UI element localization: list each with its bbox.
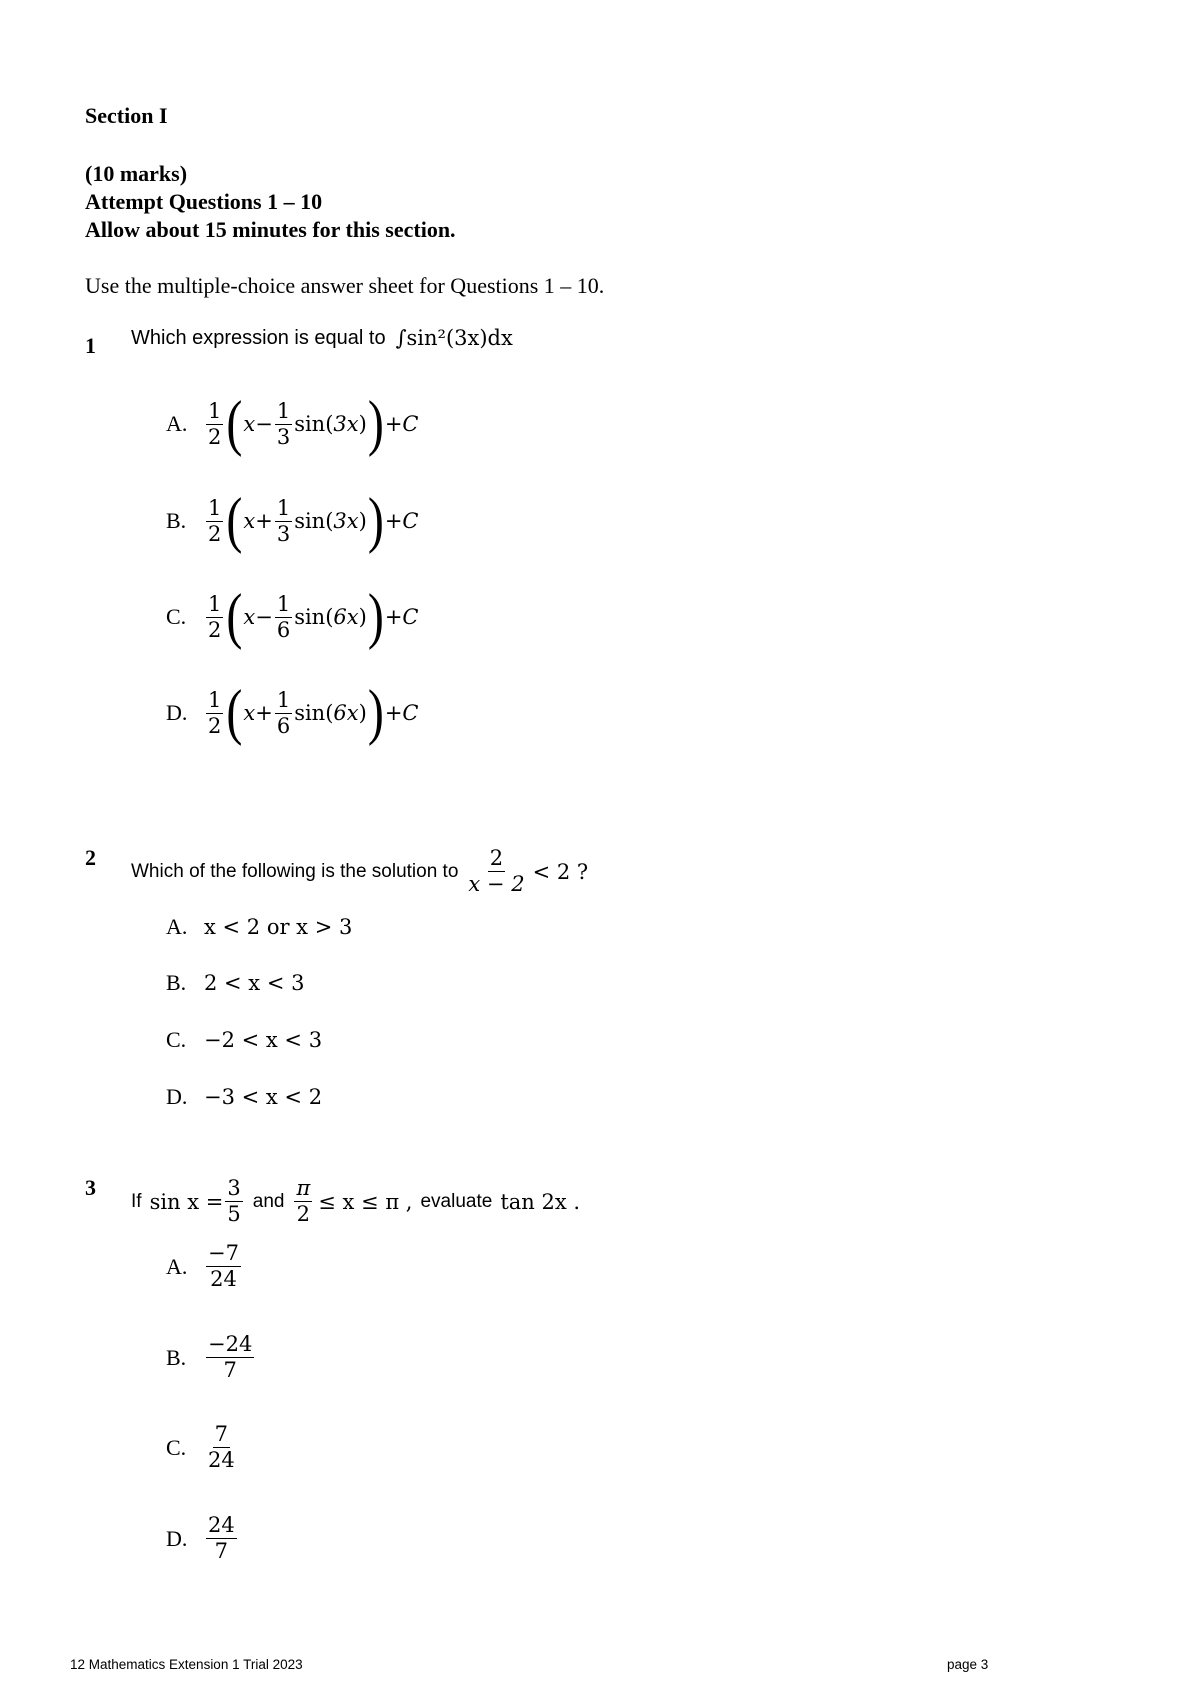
option-text: −3 < x < 2 [204, 1085, 323, 1109]
fraction-numerator: 2 [489, 846, 504, 870]
option-row [166, 1084, 322, 1110]
option-label: D. [166, 1084, 188, 1109]
section-allow: Allow about 15 minutes for this section. [85, 217, 456, 242]
sin-argument: 3x [333, 509, 359, 533]
fraction [206, 1243, 241, 1290]
fraction [206, 591, 223, 642]
right-paren: ) [367, 388, 384, 458]
operator-sign: + [255, 701, 273, 725]
sin-argument: 3x [333, 412, 359, 436]
fraction-numerator: −24 [208, 1332, 253, 1356]
sin-function: sin [294, 412, 326, 436]
left-paren: ( [226, 388, 243, 458]
paren-open: ( [325, 605, 334, 629]
fraction [206, 1334, 254, 1381]
paren-open: ( [325, 412, 334, 436]
option-label: C. [166, 604, 187, 629]
paren-close: ) [358, 412, 367, 436]
variable-x: x [243, 412, 256, 436]
plus-constant: +C [384, 509, 419, 533]
right-paren: ) [367, 485, 384, 555]
fraction [275, 591, 292, 642]
paren-close: ) [358, 701, 367, 725]
option-row [166, 1424, 239, 1471]
option-text: 2 < x < 3 [204, 971, 305, 995]
fraction [225, 1178, 242, 1225]
option-row [166, 677, 419, 747]
paren-close: ) [358, 605, 367, 629]
fraction-denominator: 6 [276, 617, 291, 642]
fraction-numerator: 1 [276, 398, 291, 423]
fraction [206, 1515, 237, 1562]
section-marks: (10 marks) [85, 161, 188, 186]
question-text: Which of the following is the solution to [131, 860, 459, 882]
left-paren: ( [226, 581, 243, 651]
paren-open: ( [325, 701, 334, 725]
variable-x: x [243, 605, 256, 629]
option-label: B. [166, 508, 187, 533]
question-number: 2 [85, 845, 96, 870]
plus-constant: +C [384, 605, 419, 629]
fraction [275, 398, 292, 449]
and-text: and [252, 1190, 285, 1212]
option-text: x < 2 or x > 3 [204, 915, 353, 939]
fraction-numerator: 1 [208, 591, 222, 616]
question-1-stem [131, 326, 513, 350]
option-row [166, 388, 419, 458]
fraction-denominator: 3 [276, 521, 291, 546]
fraction-denominator: 2 [296, 1202, 311, 1226]
option-label: A. [166, 914, 188, 939]
option-text: −2 < x < 3 [204, 1028, 323, 1052]
plus-constant: +C [384, 412, 419, 436]
question-number: 3 [85, 1175, 96, 1200]
option-label: A. [166, 411, 188, 436]
fraction-numerator: 3 [227, 1176, 241, 1200]
option-row [166, 1334, 256, 1381]
fraction-numerator: 24 [208, 1513, 235, 1537]
option-label: B. [166, 970, 187, 995]
option-row [166, 970, 304, 996]
left-paren: ( [226, 677, 243, 747]
sin-function: sin [294, 509, 326, 533]
right-paren: ) [367, 677, 384, 747]
fraction-numerator: 1 [276, 591, 291, 616]
sin-function: sin [294, 701, 326, 725]
fraction-denominator: 7 [214, 1539, 229, 1563]
operator-sign: − [255, 605, 273, 629]
option-row [166, 1243, 243, 1290]
option-label: B. [166, 1344, 187, 1370]
fraction-denominator: 24 [210, 1267, 237, 1291]
sin-argument: 6x [333, 605, 359, 629]
fraction-denominator: 7 [223, 1358, 237, 1382]
option-row [166, 485, 419, 555]
operator-sign: − [255, 412, 273, 436]
fraction-numerator: 1 [276, 687, 291, 712]
fraction [206, 398, 223, 449]
section-instruction: Use the multiple-choice answer sheet for Questions 1 – 10. [85, 273, 605, 298]
evaluate-text: evaluate [420, 1190, 493, 1212]
option-row [166, 1515, 239, 1562]
fraction [206, 1424, 237, 1471]
section-attempt: Attempt Questions 1 – 10 [85, 189, 323, 214]
fraction [294, 1178, 312, 1225]
option-row [166, 914, 352, 940]
fraction [206, 687, 223, 738]
fraction-numerator: 1 [208, 687, 222, 712]
fraction-denominator: 2 [208, 617, 222, 642]
fraction [275, 687, 292, 738]
question-number: 1 [85, 333, 96, 358]
paren-close: ) [358, 509, 367, 533]
option-label: D. [166, 700, 188, 725]
section-title: Section I [85, 103, 168, 128]
option-label: C. [166, 1434, 187, 1460]
inequality-tail: < 2 ? [532, 859, 589, 884]
fraction [206, 495, 223, 546]
sin-function: sin [294, 605, 326, 629]
target-expression: tan 2x . [500, 1189, 581, 1214]
right-paren: ) [367, 581, 384, 651]
fraction-denominator: 24 [208, 1448, 235, 1472]
operator-sign: + [255, 509, 273, 533]
fraction-numerator: 1 [208, 495, 222, 520]
sin-x: sin x = [149, 1189, 224, 1214]
option-label: D. [166, 1525, 188, 1551]
fraction [275, 495, 292, 546]
fraction-denominator: 3 [276, 424, 291, 449]
if-text: If [131, 1190, 142, 1212]
option-label: C. [166, 1027, 187, 1052]
fraction-numerator: 1 [276, 495, 291, 520]
question-2-stem [131, 848, 588, 895]
fraction-numerator: 1 [208, 398, 222, 423]
paren-open: ( [325, 509, 334, 533]
fraction-numerator: −7 [208, 1241, 239, 1265]
fraction-denominator: 2 [208, 424, 222, 449]
inequality: ≤ x ≤ π , [318, 1189, 413, 1214]
fraction-numerator: π [296, 1176, 311, 1200]
fraction-denominator: 2 [208, 521, 222, 546]
option-row [166, 1027, 322, 1053]
plus-constant: +C [384, 701, 419, 725]
fraction-denominator: x − 2 [468, 872, 525, 896]
fraction-denominator: 2 [208, 713, 222, 738]
question-text: Which expression is equal to [131, 326, 386, 349]
fraction-denominator: 6 [276, 713, 291, 738]
question-3-stem [131, 1178, 580, 1225]
footer-left: 12 Mathematics Extension 1 Trial 2023 [70, 1657, 303, 1672]
fraction [466, 848, 526, 895]
option-row [166, 581, 419, 651]
variable-x: x [243, 701, 256, 725]
variable-x: x [243, 509, 256, 533]
fraction-numerator: 7 [214, 1422, 229, 1446]
sin-argument: 6x [333, 701, 359, 725]
fraction-denominator: 5 [227, 1202, 241, 1226]
option-label: A. [166, 1253, 188, 1279]
footer-page-number: page 3 [947, 1657, 989, 1672]
left-paren: ( [226, 485, 243, 555]
integral-expression: ∫sin²(3x)dx [395, 326, 513, 350]
